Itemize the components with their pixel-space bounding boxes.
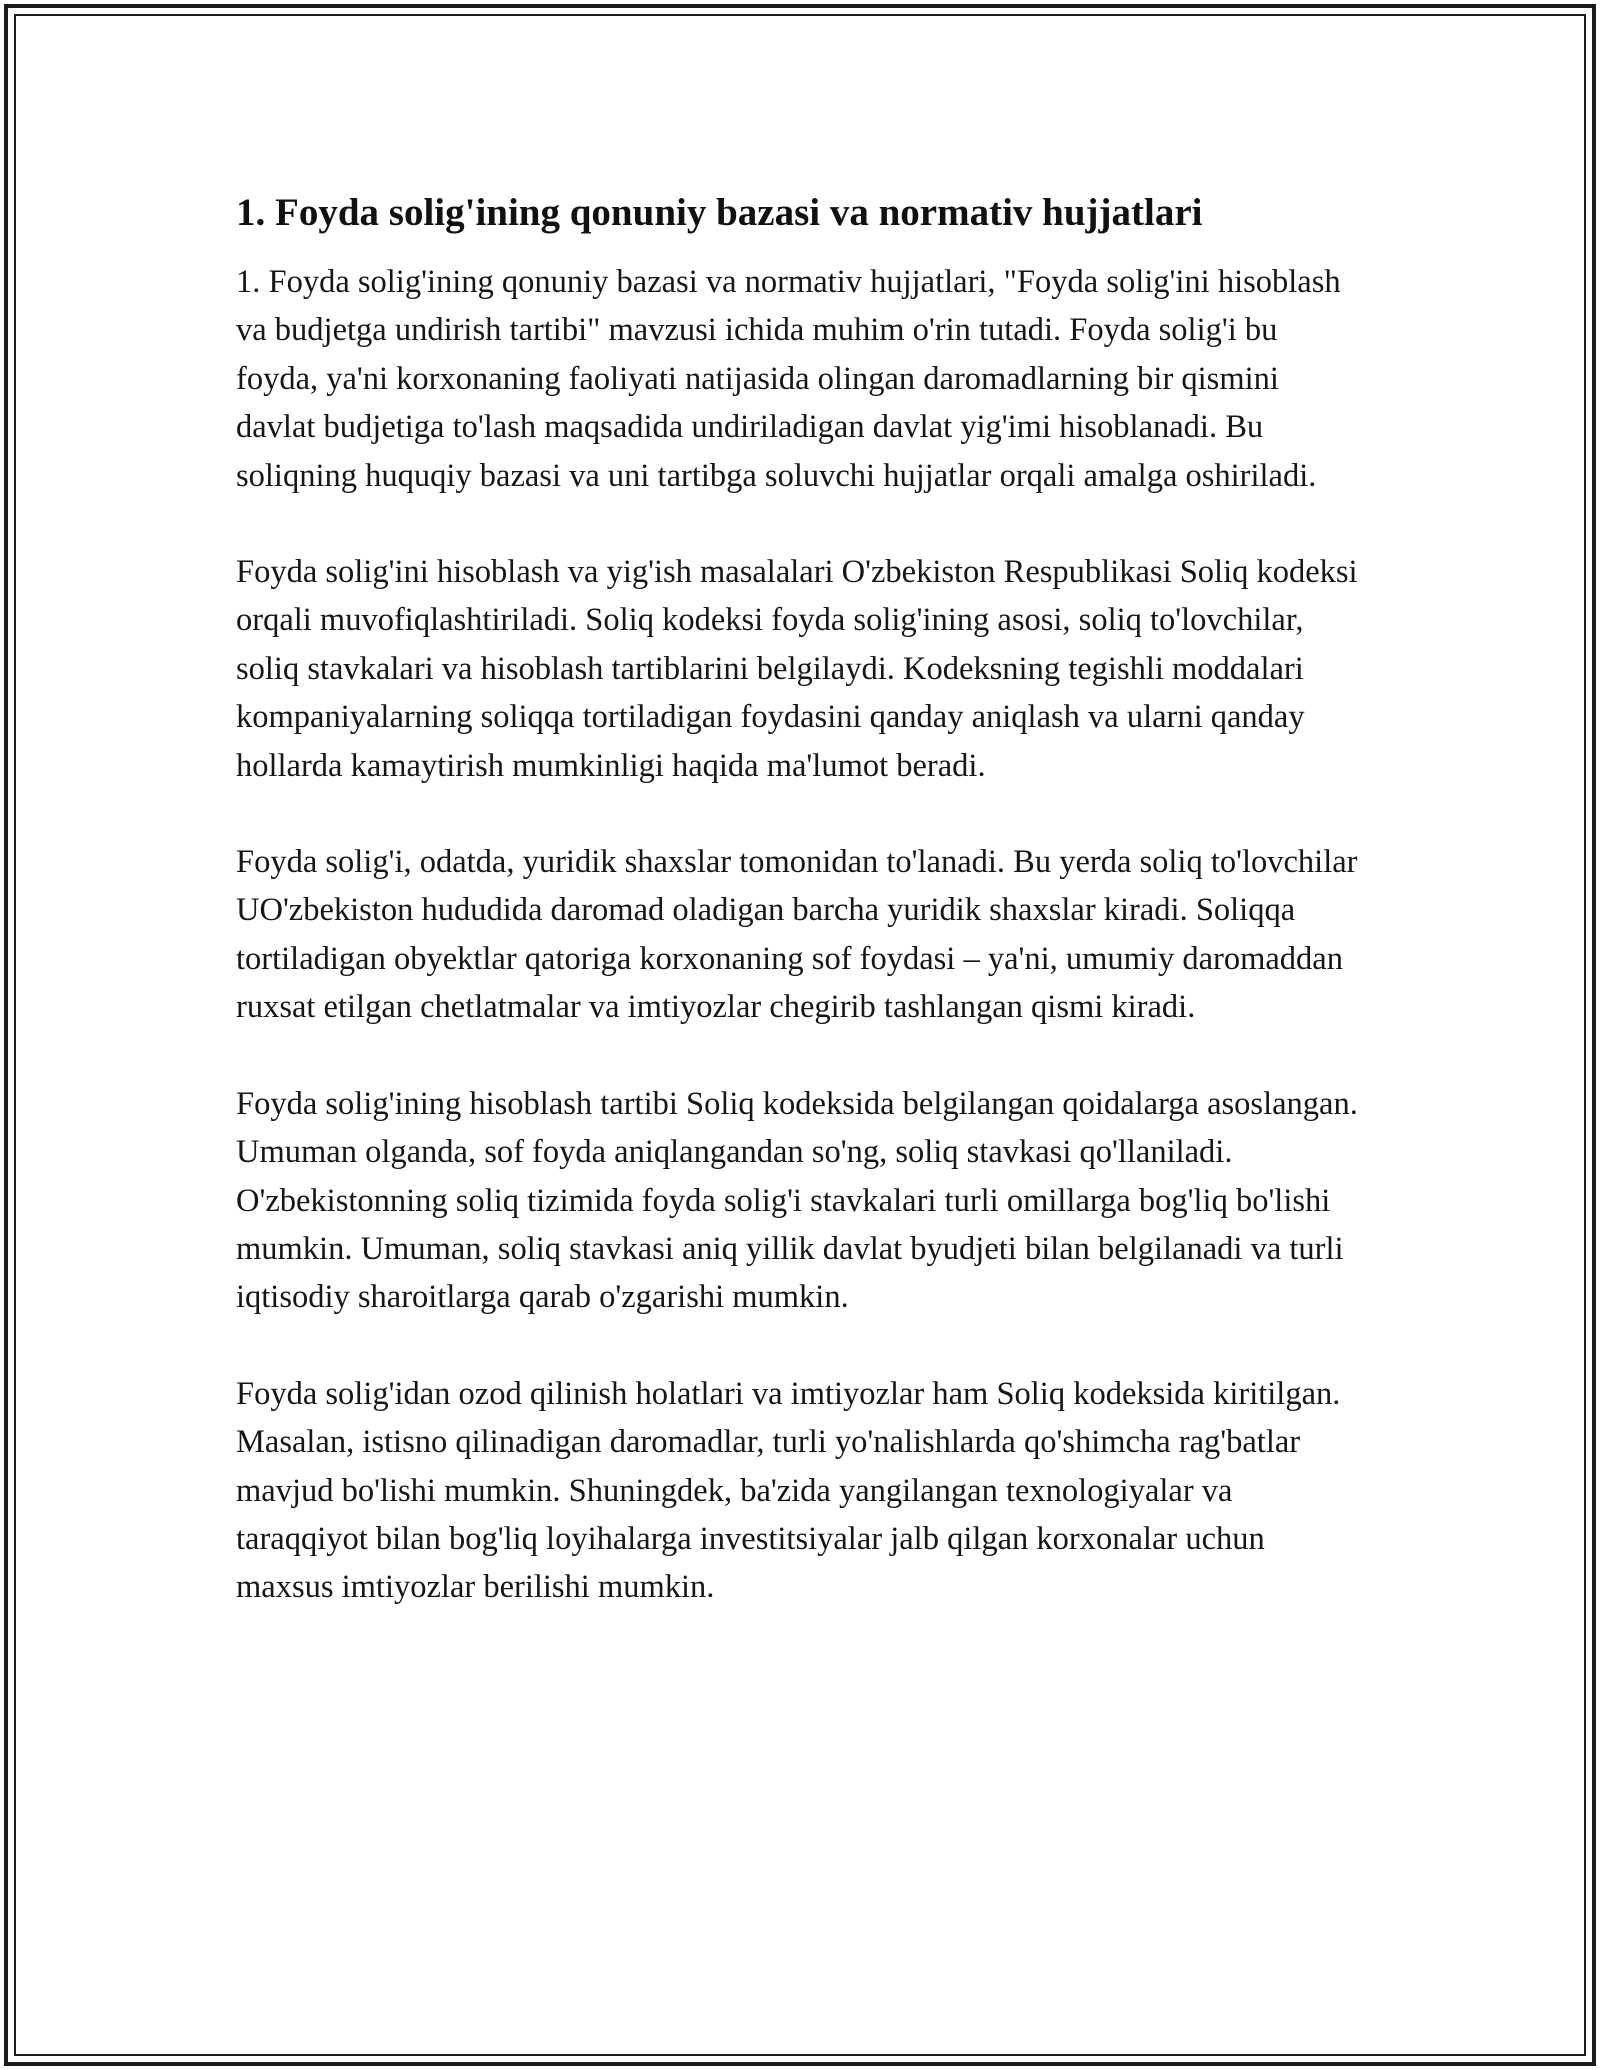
paragraph-2: Foyda solig'ini hisoblash va yig'ish masalalari O'zbekiston Respublikasi Soliq kodeksi orqali muvofiqlashtiriladi. Soliq kodeksi foyda solig'ining asosi, soliq to'lovchilar, soliq stavkalari va hisoblash tartiblarini belgilaydi. Kodeksning tegishli moddalari kompaniyalarning soliqqa tortiladigan foydasini qanday aniqlash va ularni qanday hollarda kamaytirish mumkinligi haqida ma'lumot beradi. [236,554,1358,784]
section-heading: 1. Foyda solig'ining qonuniy bazasi va normativ hujjatlari [236,191,1203,234]
document-body [236,184,1366,1660]
paragraph-3: Foyda solig'i, odatda, yuridik shaxslar tomonidan to'lanadi. Bu yerda soliq to'lovchilar UO'zbekiston hududida daromad oladigan barcha yuridik shaxslar kiradi. Soliqqa tortiladigan obyektlar qatoriga korxonaning sof foydasi – ya'ni, umumiy daromaddan ruxsat etilgan chetlatmalar va imtiyozlar chegirib tashlangan qismi kiradi. [236,844,1358,1026]
paragraph-1: 1. Foyda solig'ining qonuniy bazasi va normativ hujjatlari, "Foyda solig'ini hisoblash va budjetga undirish tartibi" mavzusi ichida muhim o'rin tutadi. Foyda solig'i bu foyda, ya'ni korxonaning faoliyati natijasida olingan daromadlarning bir qismini davlat budjetiga to'lash maqsadida undiriladigan davlat yig'imi hisoblanadi. Bu soliqning huquqiy bazasi va uni tartibga soluvchi hujjatlar orqali amalga oshiriladi. [236,264,1341,494]
paragraph-5: Foyda solig'idan ozod qilinish holatlari va imtiyozlar ham Soliq kodeksida kiritilgan. Masalan, istisno qilinadigan daromadlar, turli yo'nalishlarda qo'shimcha rag'batlar mavjud bo'lishi mumkin. Shuningdek, ba'zida yangilangan texnologiyalar va taraqqiyot bilan bog'liq loyihalarga investitsiyalar jalb qilgan korxonalar uchun maxsus imtiyozlar berilishi mumkin. [236,1375,1341,1606]
paragraph-4: Foyda solig'ining hisoblash tartibi Soliq kodeksida belgilangan qoidalarga asoslangan. Umuman olganda, sof foyda aniqlangandan so'ng, soliq stavkasi qo'llaniladi. O'zbekistonning soliq tizimida foyda solig'i stavkalari turli omillarga bog'liq bo'lishi mumkin. Umuman, soliq stavkasi aniq yillik davlat byudjeti bilan belgilanadi va turli iqtisodiy sharoitlarga qarab o'zgarishi mumkin. [236,1085,1358,1316]
